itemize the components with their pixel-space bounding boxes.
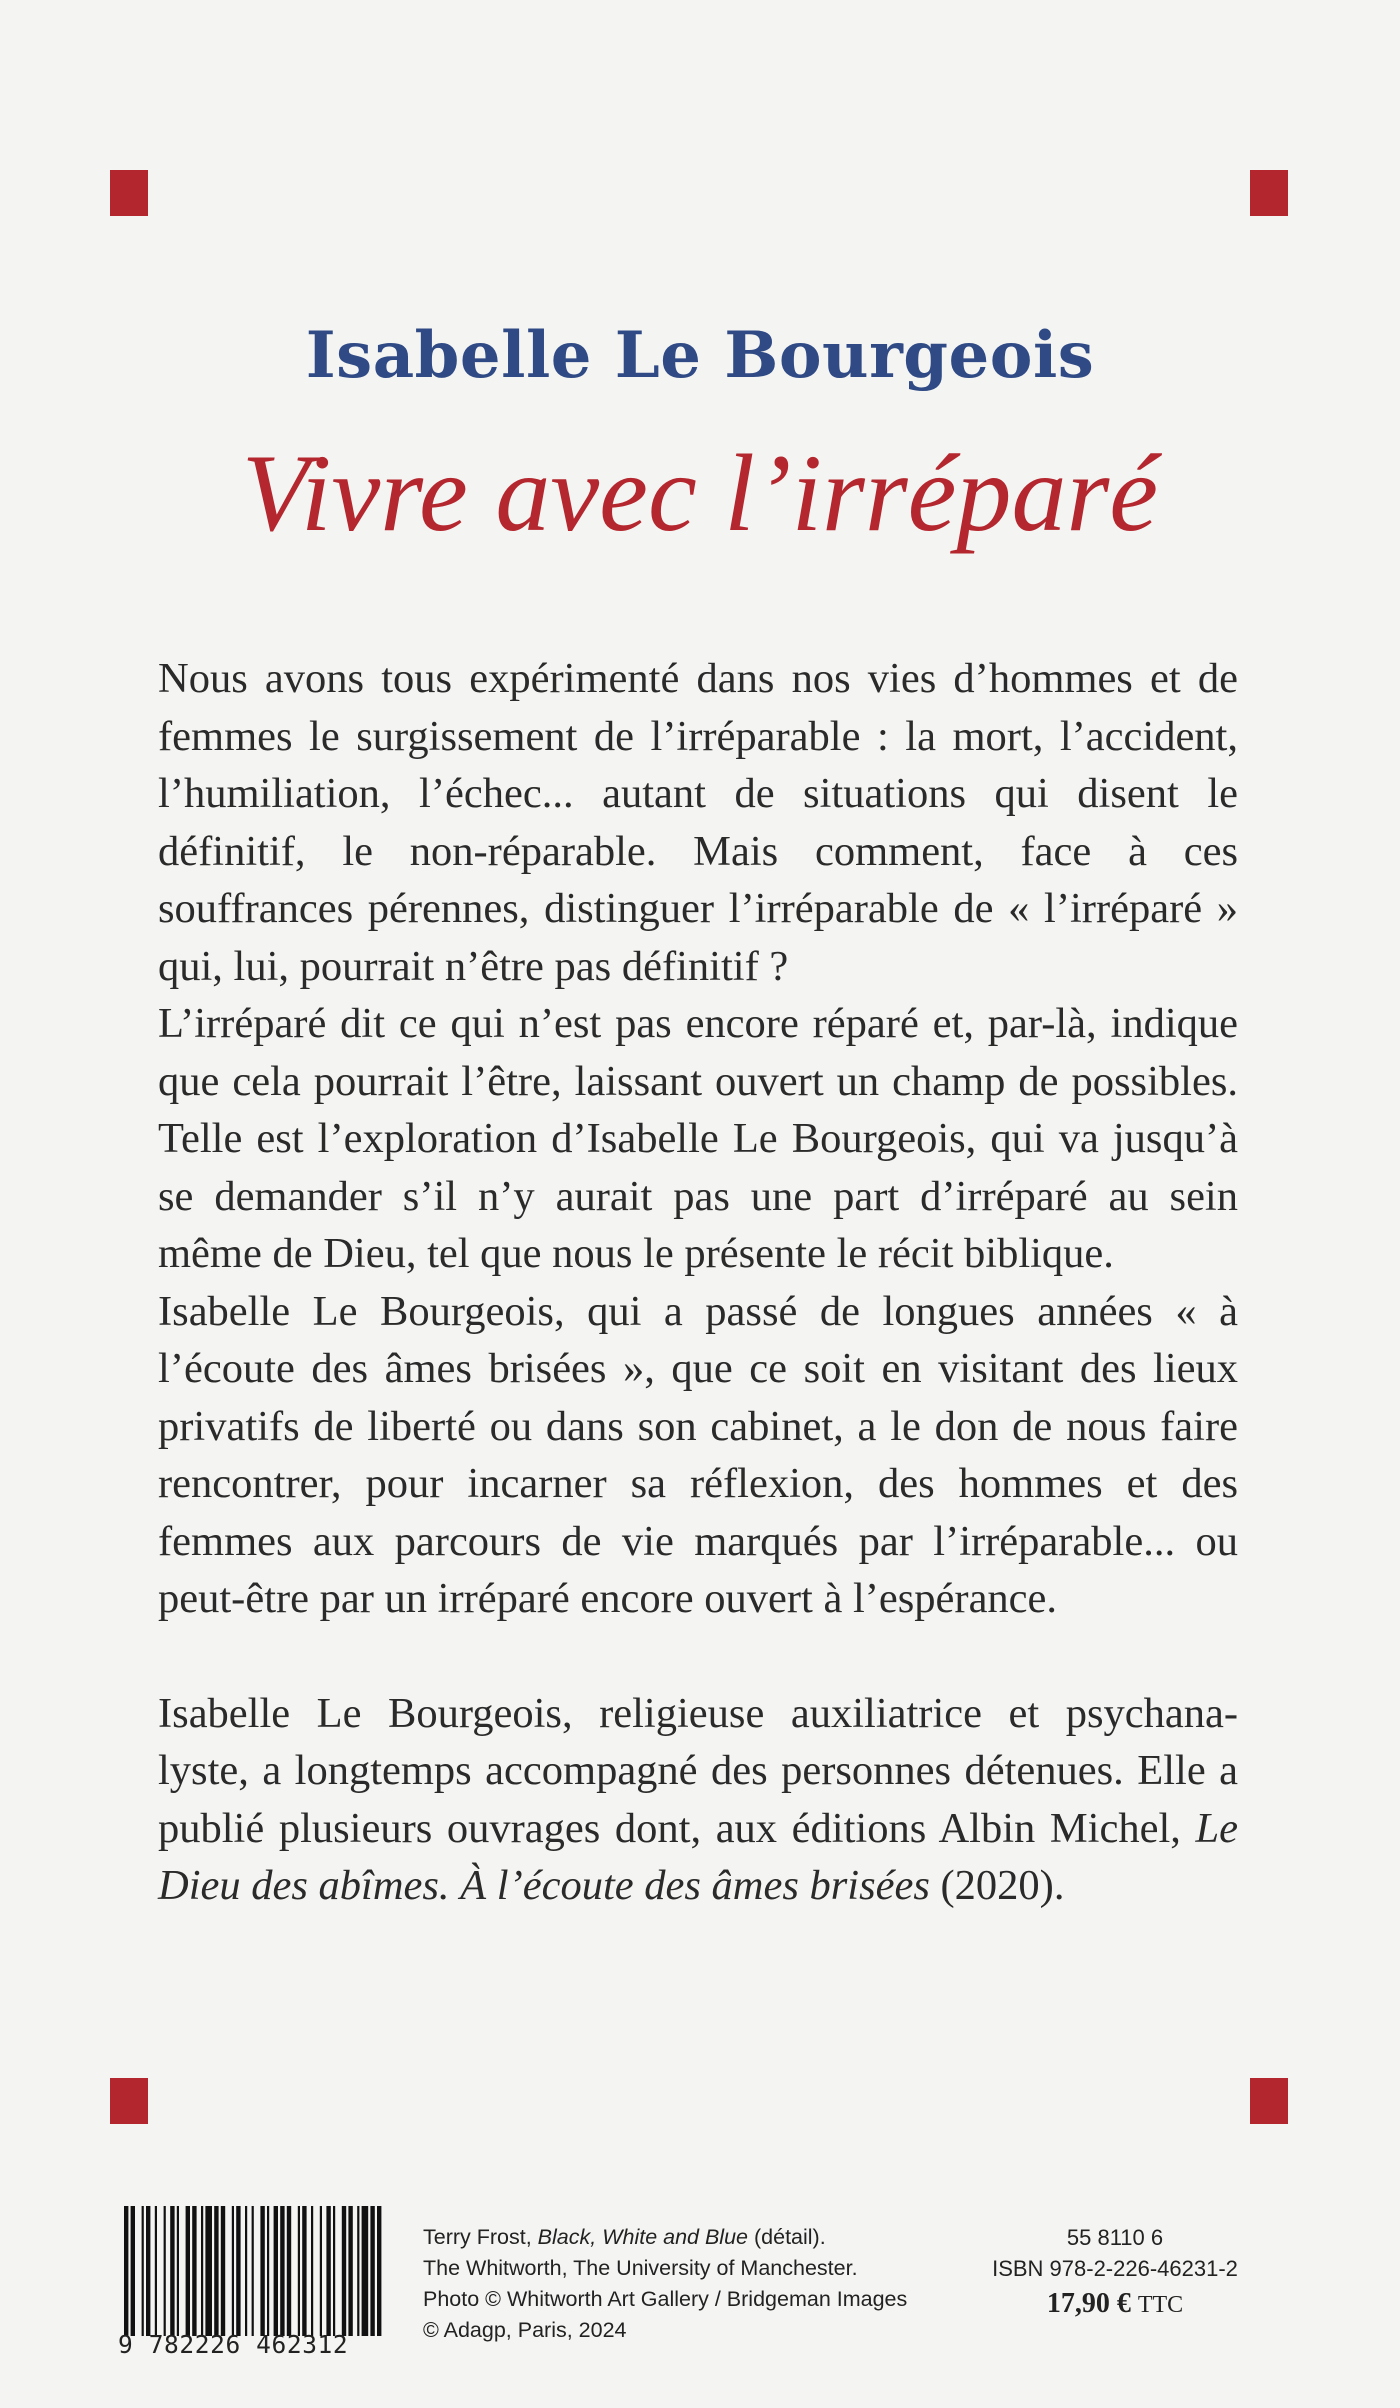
- book-title: Vivre avec l’irréparé: [241, 432, 1159, 554]
- barcode-bar: [287, 2206, 291, 2336]
- blurb-paragraph-2: L’irréparé dit ce qui n’est pas encore réparé et, par-là, indique que cela pourrait l’être, laissant ouvert un champ de possibles. Telle est l’exploration d’Isabelle Le Bourgeois, qui va jusqu’à se demander s’il n’y aurait pas une part d’irréparé au sein même de Dieu, tel que nous le présente le récit biblique.: [158, 1000, 1238, 1277]
- barcode-bar: [245, 2206, 247, 2336]
- barcode-bar: [142, 2206, 144, 2336]
- publication-info: [950, 2222, 1280, 2321]
- credit-work-title: Black, White and Blue: [537, 2225, 749, 2249]
- credit-artist: Terry Frost,: [423, 2225, 538, 2249]
- bio-text: Isabelle Le Bourgeois, religieuse auxiliatrice et psychana- lyste, a longtemps accompagné des personnes détenues. Elle a publié plusieurs ouvrages dont, aux éditions Albin Michel,: [158, 1689, 1238, 1852]
- author-bio: [158, 1685, 1238, 1915]
- blurb-paragraph-1: Nous avons tous expérimenté dans nos vies d’hommes et de femmes le surgissement de l’irréparable : la mort, l’accident, l’humiliation, l’échec... autant de situations qui disent le définitif, le non-réparable. Mais comment, face à ces souffrances pérennes, distinguer l’irréparable de « l’irréparé » qui, lui, pourrait n’être pas définitif ?: [158, 655, 1238, 990]
- barcode-bar: [177, 2206, 179, 2336]
- isbn-number: ISBN 978-2-226-46231-2: [992, 2256, 1238, 2281]
- barcode-bar: [221, 2206, 225, 2336]
- credit-line-copyright: © Adagp, Paris, 2024: [423, 2318, 627, 2342]
- barcode-bar: [236, 2206, 240, 2336]
- barcode-bar: [124, 2206, 128, 2336]
- isbn-barcode: [118, 2200, 390, 2370]
- blurb-paragraph-3: Isabelle Le Bourgeois, qui a passé de longues années « à l’écoute des âmes brisées », que ce soit en visitant des lieux privatifs de liberté ou dans son cabinet, a le don de nous faire rencontrer, pour incarner sa réflexion, des hommes et des femmes aux parcours de vie marqués par l’irréparable... ou peut-être par un irréparé encore ouvert à l’espérance.: [158, 1287, 1238, 1622]
- barcode-bar: [170, 2206, 174, 2336]
- barcode-bar: [252, 2206, 254, 2336]
- barcode-bar: [311, 2206, 313, 2336]
- barcode-bar: [348, 2206, 352, 2336]
- price-tax-suffix: TTC: [1137, 2292, 1184, 2318]
- barcode-bar: [232, 2206, 234, 2336]
- barcode-bar: [267, 2206, 269, 2336]
- barcode-bar: [298, 2206, 300, 2336]
- barcode-bar: [155, 2206, 157, 2336]
- credit-line-artwork: [423, 2222, 943, 2253]
- barcode-bar: [302, 2206, 306, 2336]
- barcode-bar: [320, 2206, 322, 2336]
- decorative-square-bottom-left: [110, 2078, 148, 2124]
- barcode-bar: [164, 2206, 166, 2336]
- barcode-bar: [131, 2206, 135, 2336]
- barcode-bar: [333, 2206, 335, 2336]
- decorative-square-bottom-right: [1250, 2078, 1288, 2124]
- barcode-bar: [280, 2206, 284, 2336]
- barcode-bar: [146, 2206, 150, 2336]
- bio-book-year: (2020).: [940, 1862, 1065, 1909]
- barcode-bar: [357, 2206, 359, 2336]
- product-code: 55 8110 6: [1066, 2225, 1164, 2250]
- barcode-bar: [377, 2206, 381, 2336]
- barcode-bar: [362, 2206, 369, 2336]
- barcode-bars-graphic: [124, 2206, 386, 2336]
- barcode-bar: [205, 2206, 212, 2336]
- barcode-bar: [186, 2206, 190, 2336]
- decorative-square-top-right: [1250, 170, 1288, 216]
- barcode-bar: [274, 2206, 278, 2336]
- price: [950, 2288, 1280, 2321]
- credit-detail-note: (détail).: [748, 2225, 826, 2249]
- price-amount: 17,90 €: [1046, 2288, 1131, 2319]
- credit-line-collection: The Whitworth, The University of Manchester.: [423, 2256, 858, 2280]
- barcode-bar: [370, 2206, 374, 2336]
- author-name: Isabelle Le Bourgeois: [305, 318, 1095, 393]
- barcode-bar: [214, 2206, 218, 2336]
- back-cover-text: [158, 650, 1238, 1915]
- barcode-bar: [192, 2206, 196, 2336]
- barcode-bar: [326, 2206, 330, 2336]
- bio-book-title: Le Dieu des abîmes. À l’écoute des âmes brisées: [158, 1804, 1239, 1909]
- cover-credits: [423, 2222, 943, 2346]
- barcode-bar: [342, 2206, 346, 2336]
- barcode-bar: [260, 2206, 264, 2336]
- credit-line-photo: Photo © Whitworth Art Gallery / Bridgeman Images: [423, 2287, 908, 2311]
- barcode-digits: 9 782226 462312: [118, 2330, 349, 2359]
- decorative-square-top-left: [110, 170, 148, 216]
- barcode-bar: [201, 2206, 203, 2336]
